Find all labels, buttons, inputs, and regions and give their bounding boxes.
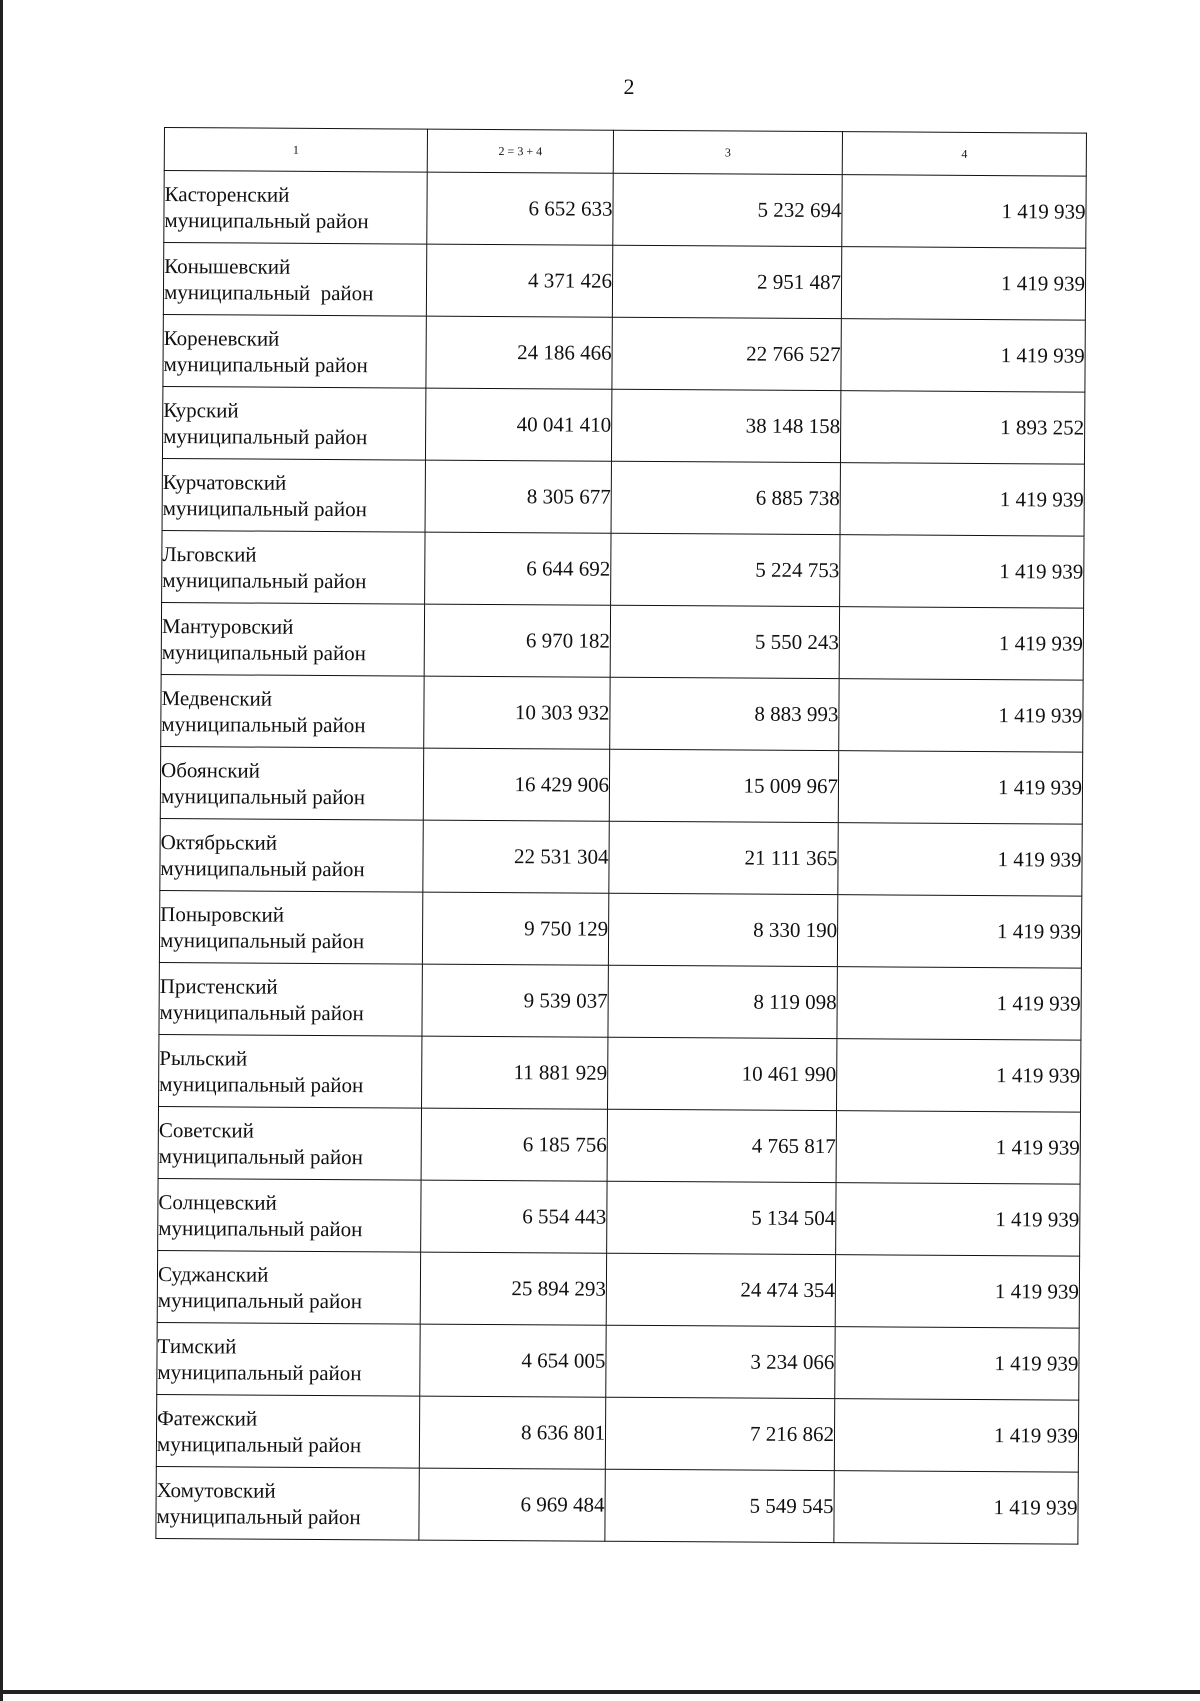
total-value: 6 185 756 — [421, 1108, 607, 1181]
col4-value: 1 419 939 — [834, 1471, 1078, 1544]
table-row — [162, 530, 1084, 608]
district-type: муниципальный район — [163, 423, 368, 449]
header-col-3: 3 — [613, 130, 842, 174]
district-name-cell — [159, 890, 422, 964]
scan-edge-bottom — [0, 1690, 1200, 1694]
col4-value: 1 419 939 — [836, 1183, 1080, 1256]
district-name-cell — [160, 818, 423, 892]
table-row — [156, 1394, 1078, 1472]
col4-value: 1 419 939 — [840, 535, 1084, 608]
district-type: муниципальный район — [161, 711, 366, 737]
col3-value: 5 550 243 — [610, 605, 839, 678]
district-name-cell — [158, 1106, 421, 1180]
district-type: муниципальный район — [161, 639, 367, 665]
page-number: 2 — [623, 74, 635, 99]
district-type: муниципальный район — [159, 927, 365, 953]
total-value: 6 969 484 — [419, 1468, 605, 1541]
total-value: 8 305 677 — [425, 460, 611, 533]
col4-value: 1 419 939 — [841, 319, 1085, 392]
col3-value: 8 883 993 — [610, 677, 839, 750]
district-name: Кореневский — [163, 325, 280, 351]
district-type: муниципальный район — [156, 1503, 361, 1529]
district-name-cell — [161, 602, 424, 676]
district-name: Суджанский — [157, 1261, 269, 1287]
table-row — [158, 1178, 1080, 1256]
total-value: 25 894 293 — [420, 1252, 606, 1325]
scan-edge-left — [0, 0, 3, 1701]
district-type: муниципальный район — [157, 1359, 362, 1385]
district-type: муниципальный район — [163, 351, 368, 377]
col3-value: 10 461 990 — [608, 1037, 837, 1110]
district-name-cell — [158, 1178, 421, 1252]
total-value: 40 041 410 — [425, 388, 611, 461]
district-name: Касторенский — [164, 181, 290, 207]
district-type: муниципальный район — [159, 1071, 364, 1097]
col4-value: 1 419 939 — [837, 1039, 1081, 1112]
district-name: Фатежский — [157, 1405, 258, 1431]
col3-value: 24 474 354 — [606, 1253, 835, 1326]
col3-value: 7 216 862 — [605, 1397, 834, 1470]
col3-value: 38 148 158 — [611, 389, 840, 462]
district-name: Конышевский — [164, 253, 291, 279]
table-row — [163, 314, 1085, 392]
col4-value: 1 419 939 — [840, 463, 1084, 536]
district-name-cell — [164, 171, 427, 245]
header-col-1: 1 — [164, 128, 427, 173]
district-type: муниципальный район — [163, 279, 374, 305]
district-type: муниципальный район — [158, 1143, 363, 1169]
district-name: Курский — [163, 397, 239, 422]
table-row — [162, 458, 1084, 536]
district-type: муниципальный район — [157, 1287, 363, 1313]
total-value: 24 186 466 — [426, 316, 612, 389]
district-name: Льговский — [162, 541, 257, 567]
total-value: 6 554 443 — [421, 1180, 607, 1253]
district-name-cell — [161, 674, 424, 748]
total-value: 10 303 932 — [424, 676, 610, 749]
district-type: муниципальный район — [159, 999, 364, 1025]
col3-value: 5 224 753 — [611, 533, 840, 606]
district-type: муниципальный район — [160, 783, 366, 809]
col4-value: 1 419 939 — [839, 607, 1083, 680]
col4-value: 1 419 939 — [839, 679, 1083, 752]
table-row — [159, 1034, 1081, 1112]
col3-value: 21 111 365 — [609, 821, 838, 894]
total-value: 22 531 304 — [423, 820, 609, 893]
total-value: 6 652 633 — [427, 172, 613, 245]
col4-value: 1 893 252 — [840, 391, 1084, 464]
district-name-cell — [156, 1466, 419, 1540]
col3-value: 8 330 190 — [608, 893, 837, 966]
table-row — [158, 1106, 1080, 1184]
table-row — [164, 171, 1086, 249]
district-name: Пристенский — [159, 973, 278, 999]
total-value: 4 371 426 — [426, 244, 612, 317]
district-name: Хомутовский — [156, 1477, 276, 1503]
table-row — [156, 1466, 1078, 1544]
col3-value: 6 885 738 — [611, 461, 840, 534]
col3-value: 2 951 487 — [612, 245, 841, 318]
table-row — [159, 962, 1081, 1040]
col4-value: 1 419 939 — [841, 247, 1085, 320]
total-value: 8 636 801 — [419, 1396, 605, 1469]
col3-value: 5 232 694 — [613, 173, 842, 246]
col4-value: 1 419 939 — [837, 895, 1081, 968]
district-name-cell — [162, 458, 425, 532]
district-name: Советский — [158, 1117, 255, 1143]
header-col-2: 2 = 3 + 4 — [427, 129, 613, 173]
header-col-4: 4 — [842, 132, 1086, 176]
table-row — [160, 746, 1082, 824]
budget-table — [155, 127, 1087, 1545]
col4-value: 1 419 939 — [842, 175, 1086, 248]
col3-value: 15 009 967 — [609, 749, 838, 822]
table-row — [161, 602, 1083, 680]
col3-value: 8 119 098 — [608, 965, 837, 1038]
table-row — [160, 818, 1082, 896]
col4-value: 1 419 939 — [836, 1111, 1080, 1184]
col3-value: 5 134 504 — [607, 1181, 836, 1254]
district-name: Медвенский — [161, 685, 273, 711]
district-type: муниципальный район — [160, 855, 365, 881]
district-name-cell — [163, 243, 426, 317]
header-row — [164, 128, 1086, 177]
district-type: муниципальный район — [156, 1431, 362, 1457]
col4-value: 1 419 939 — [838, 823, 1082, 896]
total-value: 4 654 005 — [420, 1324, 606, 1397]
district-type: муниципальный район — [164, 207, 369, 233]
total-value: 6 970 182 — [424, 604, 610, 677]
col3-value: 22 766 527 — [612, 317, 841, 390]
district-name-cell — [163, 314, 426, 388]
table-row — [159, 890, 1081, 968]
district-name-cell — [159, 962, 422, 1036]
district-name: Тимский — [157, 1333, 237, 1358]
total-value: 9 750 129 — [422, 892, 608, 965]
district-name-cell — [156, 1394, 419, 1468]
table-row — [163, 243, 1085, 321]
table-row — [162, 386, 1084, 464]
total-value: 11 881 929 — [422, 1036, 608, 1109]
district-name: Обоянский — [161, 757, 261, 783]
district-name-cell — [162, 530, 425, 604]
total-value: 6 644 692 — [425, 532, 611, 605]
district-type: муниципальный район — [162, 567, 367, 593]
district-type: муниципальный район — [158, 1215, 363, 1241]
table-row — [161, 674, 1083, 752]
district-name-cell — [157, 1250, 420, 1324]
district-name: Октябрьский — [160, 829, 278, 855]
col4-value: 1 419 939 — [838, 751, 1082, 824]
col3-value: 5 549 545 — [605, 1469, 834, 1542]
district-name: Солнцевский — [158, 1189, 277, 1215]
table-row — [157, 1250, 1079, 1328]
district-name: Мантуровский — [161, 613, 294, 639]
total-value: 9 539 037 — [422, 964, 608, 1037]
district-name-cell — [157, 1322, 420, 1396]
col3-value: 4 765 817 — [607, 1109, 836, 1182]
district-name-cell — [160, 746, 423, 820]
district-name-cell — [162, 386, 425, 460]
total-value: 16 429 906 — [423, 748, 609, 821]
district-type: муниципальный район — [162, 495, 367, 521]
table-row — [157, 1322, 1079, 1400]
district-name: Курчатовский — [162, 469, 287, 495]
col4-value: 1 419 939 — [837, 967, 1081, 1040]
district-name-cell — [159, 1034, 422, 1108]
district-name: Рыльский — [159, 1045, 248, 1071]
col3-value: 3 234 066 — [606, 1325, 835, 1398]
col4-value: 1 419 939 — [835, 1327, 1079, 1400]
district-name: Поныровский — [160, 901, 285, 927]
col4-value: 1 419 939 — [834, 1399, 1078, 1472]
col4-value: 1 419 939 — [835, 1255, 1079, 1328]
